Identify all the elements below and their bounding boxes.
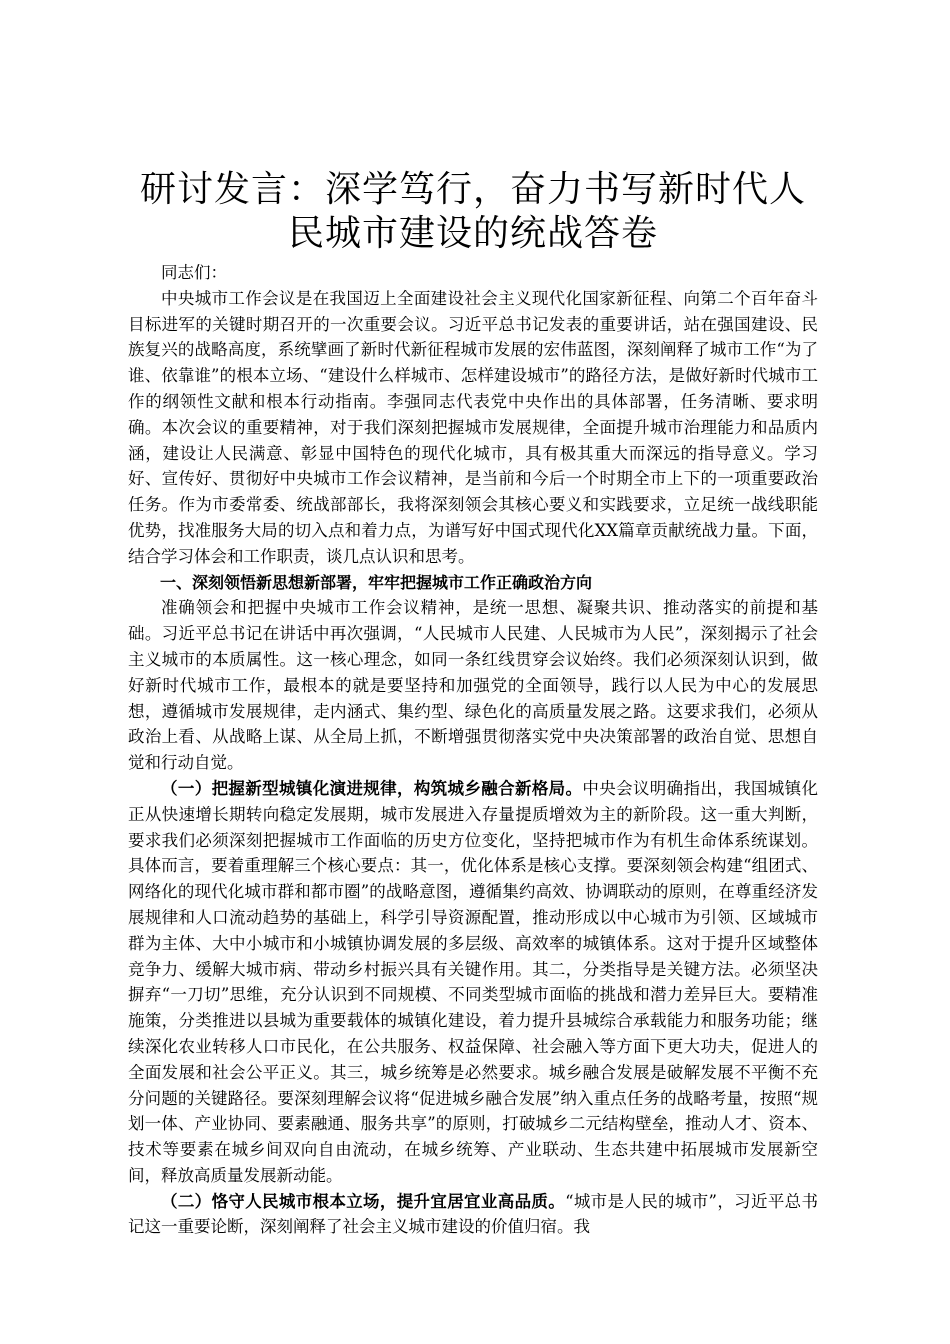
document-body <box>128 260 818 1240</box>
salutation: 同志们： <box>161 263 227 282</box>
subsection-1-paragraph <box>128 776 818 1189</box>
document-title: 研讨发言：深学笃行，奋力书写新时代人民城市建设的统战答卷 <box>139 169 806 254</box>
subsection-1-heading: （一）把握新型城镇化演进规律，构筑城乡融合新格局。 <box>161 778 583 798</box>
subsection-2-body: “城市是人民的城市”，习近平总书记这一重要论断，深刻阐释了社会主义城市建设的价值归宿。我 <box>128 1191 818 1237</box>
section-1-paragraph: 准确领会和把握中央城市工作会议精神，是统一思想、凝聚共识、推动落实的前提和基础。习近平总书记在讲话中再次强调，“人民城市人民建、人民城市为人民”，深刻揭示了社会主义城市的本质属性。这一核心理念，如同一条红线贯穿会议始终。我们必须深刻认识到，做好新时代城市工作，最根本的就是要坚持和加强党的全面领导，践行以人民为中心的发展思想，遵循城市发展规律，走内涵式、集约型、绿色化的高质量发展之路。这要求我们，必须从政治上看、从战略上谋、从全局上抓，不断增强贯彻落实党中央决策部署的政治自觉、思想自觉和行动自觉。 <box>128 598 818 773</box>
subsection-1-body: 中央会议明确指出，我国城镇化正从快速增长期转向稳定发展期，城市发展进入存量提质增效为主的新阶段。这一重大判断，要求我们必须深刻把握城市工作面临的历史方位变化，坚持把城市作为有机生命体系统谋划。具体而言，要着重理解三个核心要点：其一，优化体系是核心支撑。要深刻领会构建“组团式、网络化的现代化城市群和都市圈”的战略意图，遵循集约高效、协调联动的原则，在尊重经济发展规律和人口流动趋势的基础上，科学引导资源配置，推动形成以中心城市为引领、区域城市群为主体、大中小城市和小城镇协调发展的多层级、高效率的城镇体系。这对于提升区域整体竞争力、缓解大城市病、带动乡村振兴具有关键作用。其二，分类指导是关键方法。必须坚决摒弃“一刀切”思维，充分认识到不同规模、不同类型城市面临的挑战和潜力差异巨大。要精准施策，分类推进以县城为重要载体的城镇化建设，着力提升县城综合承载能力和服务功能；继续深化农业转移人口市民化，在公共服务、权益保障、社会融入等方面下更大功夫，促进人的全面发展和社会公平正义。其三，城乡统筹是必然要求。城乡融合发展是破解发展不平衡不充分问题的关键路径。要深刻理解会议将“促进城乡融合发展”纳入重点任务的战略考量，按照“规划一体、产业协同、要素融通、服务共享”的原则，打破城乡二元结构壁垒，推动人才、资本、技术等要素在城乡间双向自由流动，在城乡统筹、产业联动、生态共建中拓展城市发展新空间，释放高质量发展新动能。 <box>128 778 819 1185</box>
section-1-heading: 一、深刻领悟新思想新部署，牢牢把握城市工作正确政治方向 <box>160 572 593 592</box>
subsection-2-heading: （二）恪守人民城市根本立场，提升宜居宜业高品质。 <box>161 1191 566 1211</box>
intro-paragraph: 中央城市工作会议是在我国迈上全面建设社会主义现代化国家新征程、向第二个百年奋斗目标进军的关键时期召开的一次重要会议。习近平总书记发表的重要讲话，站在强国建设、民族复兴的战略高度，系统擘画了新时代新征程城市发展的宏伟蓝图，深刻阐释了城市工作“为了谁、依靠谁”的根本立场、“建设什么样城市、怎样建设城市”的路径方法，是做好新时代城市工作的纲领性文献和根本行动指南。李强同志代表党中央作出的具体部署，任务清晰、要求明确。本次会议的重要精神，对于我们深刻把握城市发展规律，全面提升城市治理能力和品质内涵，建设让人民满意、彰显中国特色的现代化城市，具有极其重大而深远的指导意义。学习好、宣传好、贯彻好中央城市工作会议精神，是当前和今后一个时期全市上下的一项重要政治任务。作为市委常委、统战部部长，我将深刻领会其核心要义和实践要求，立足统一战线职能优势，找准服务大局的切入点和着力点，为谱写好中国式现代化XX篇章贡献统战力量。下面，结合学习体会和工作职责，谈几点认识和思考。 <box>128 288 818 566</box>
document-page <box>128 168 818 1240</box>
subsection-2-paragraph <box>128 1189 818 1241</box>
